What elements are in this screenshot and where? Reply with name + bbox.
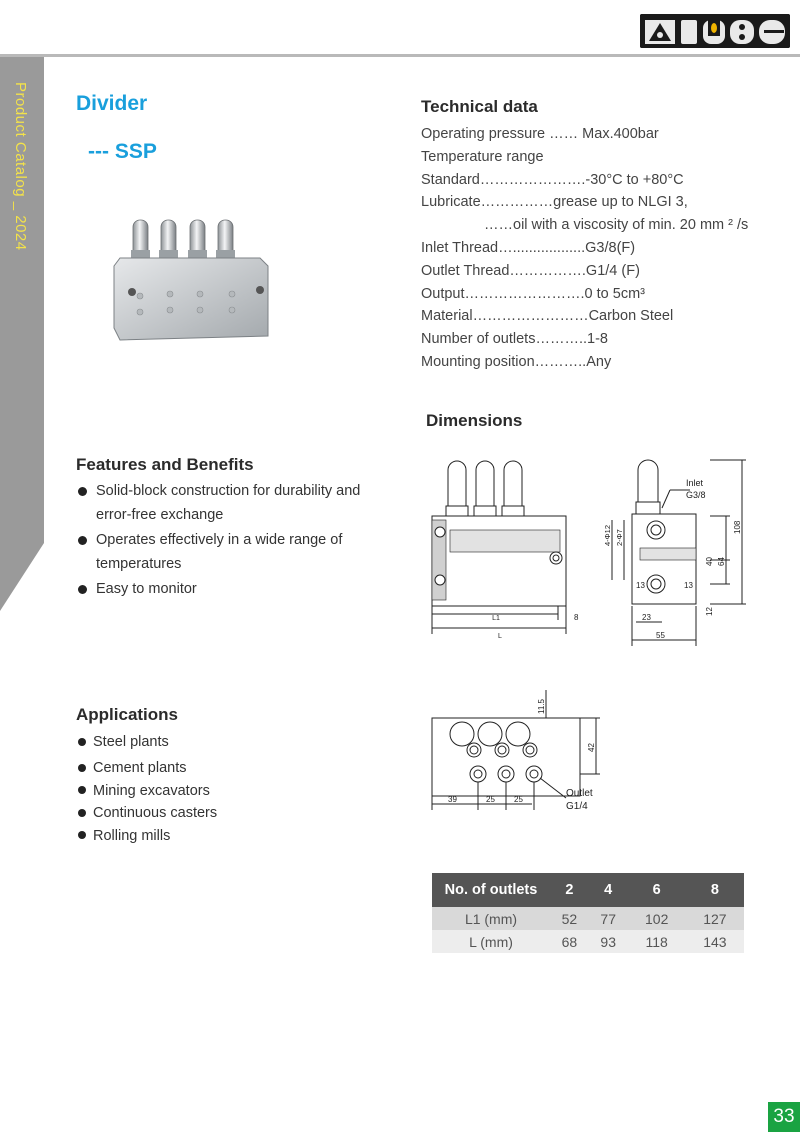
list-item: Solid-block construction for durability and error-free exchange xyxy=(78,480,388,527)
dim-outlet: Outlet xyxy=(566,788,593,799)
page-number-badge: 33 xyxy=(768,1102,800,1132)
table-cell: 68 xyxy=(550,930,589,953)
tech-line: Lubricate……………grease up to NLGI 3, xyxy=(421,194,688,211)
dim-2phi7: 2-Φ7 xyxy=(615,529,624,546)
table-header-cell: 6 xyxy=(628,873,686,907)
side-catalog-label: Product Catalog _ 2024 xyxy=(12,82,29,251)
features-heading: Features and Benefits xyxy=(76,455,254,474)
dim-25-b: 25 xyxy=(514,795,523,804)
dim-64: 64 xyxy=(717,557,726,566)
dim-4phi12: 4-Φ12 xyxy=(603,525,612,546)
table-cell: 77 xyxy=(589,907,628,930)
table-cell: L (mm) xyxy=(432,930,550,953)
product-photo xyxy=(110,216,270,344)
table-row xyxy=(432,930,744,953)
tech-line: Standard………………….-30°C to +80°C xyxy=(421,171,684,188)
bullet-icon xyxy=(78,738,86,746)
tech-line: ……oil with a viscosity of min. 20 mm ² /s xyxy=(484,217,749,234)
table-cell: 93 xyxy=(589,930,628,953)
tech-line: Material……………………Carbon Steel xyxy=(421,308,674,325)
dim-inlet-thread: G3/8 xyxy=(686,490,706,500)
top-view-drawing xyxy=(420,690,620,820)
side-view xyxy=(612,460,746,646)
product-subtitle: --- SSP xyxy=(88,140,157,163)
applications-list xyxy=(78,733,217,849)
dim-11-5: 11.5 xyxy=(537,699,546,714)
features-list xyxy=(78,480,388,604)
list-item: Cement plants xyxy=(78,759,217,777)
technical-data-list xyxy=(421,126,791,377)
brand-logo xyxy=(640,14,790,48)
dim-40: 40 xyxy=(705,557,714,566)
table-header-row xyxy=(432,873,744,907)
tech-line: Temperature range xyxy=(421,148,544,165)
dim-outlet-thread: G1/4 xyxy=(566,801,588,812)
dim-13-right: 13 xyxy=(684,581,693,590)
front-view xyxy=(432,461,566,634)
table-cell: 143 xyxy=(686,930,744,953)
dim-39: 39 xyxy=(448,795,457,804)
table-header-cell: 2 xyxy=(550,873,589,907)
dim-l: L xyxy=(498,633,502,640)
list-item: Continuous casters xyxy=(78,804,217,822)
product-title: Divider xyxy=(76,92,148,115)
bullet-icon xyxy=(78,585,87,594)
table-cell: L1 (mm) xyxy=(432,907,550,930)
outlets-table xyxy=(432,873,744,953)
dim-13-left: 13 xyxy=(636,581,645,590)
table-row xyxy=(432,907,744,930)
table-header-cell: 4 xyxy=(589,873,628,907)
dim-25-a: 25 xyxy=(486,795,495,804)
technical-data-heading: Technical data xyxy=(421,97,538,116)
dim-12: 12 xyxy=(705,607,714,616)
bullet-icon xyxy=(78,831,86,839)
tech-line: Number of outlets………..1-8 xyxy=(421,331,608,348)
table-header-cell: 8 xyxy=(686,873,744,907)
list-item: Easy to monitor xyxy=(78,578,388,602)
tech-line: Operating pressure …… Max.400bar xyxy=(421,126,659,142)
tech-line: Inlet Thread…..................G3/8(F) xyxy=(421,239,636,256)
bullet-icon xyxy=(78,764,86,772)
table-cell: 52 xyxy=(550,907,589,930)
dim-55: 55 xyxy=(656,631,665,640)
applications-heading: Applications xyxy=(76,705,179,724)
dimensions-heading: Dimensions xyxy=(426,411,523,430)
list-item: Rolling mills xyxy=(78,827,217,845)
dim-42: 42 xyxy=(587,743,596,752)
bullet-icon xyxy=(78,786,86,794)
dim-l1: L1 xyxy=(492,615,500,622)
dim-23: 23 xyxy=(642,613,651,622)
table-cell: 118 xyxy=(628,930,686,953)
dimension-drawing xyxy=(410,450,760,650)
bullet-icon xyxy=(78,809,86,817)
table-cell: 102 xyxy=(628,907,686,930)
table-header-cell: No. of outlets xyxy=(432,873,550,907)
bullet-icon xyxy=(78,487,87,496)
tech-line: Output…………………….0 to 5cm³ xyxy=(421,285,645,302)
bullet-icon xyxy=(78,536,87,545)
tech-line: Mounting position………..Any xyxy=(421,353,612,370)
list-item: Steel plants xyxy=(78,733,217,751)
list-item: Mining excavators xyxy=(78,782,217,800)
list-item: Operates effectively in a wide range of temperatures xyxy=(78,529,388,576)
dim-8: 8 xyxy=(574,613,579,622)
table-cell: 127 xyxy=(686,907,744,930)
dim-108: 108 xyxy=(733,520,742,534)
header-divider xyxy=(0,54,800,57)
tech-line: Outlet Thread…………….G1/4 (F) xyxy=(421,262,640,279)
dim-inlet: Inlet xyxy=(686,478,704,488)
